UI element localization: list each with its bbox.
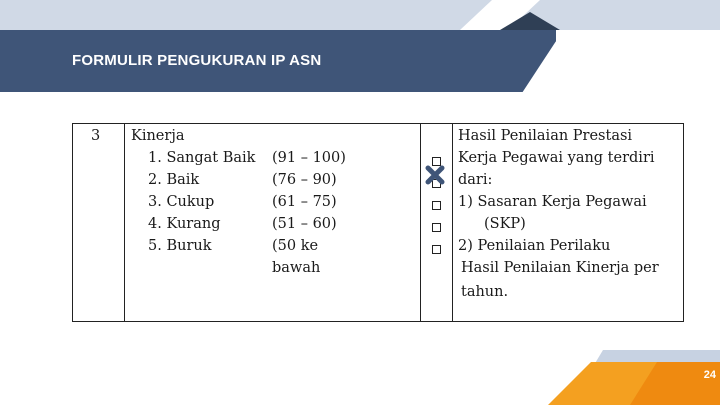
criteria-range: (51 – 60)	[272, 216, 337, 232]
option-checkbox[interactable]	[432, 245, 441, 254]
table-divider	[124, 124, 125, 321]
description-line: dari:	[458, 172, 493, 188]
table-divider	[452, 124, 453, 321]
criteria-range: (76 – 90)	[272, 172, 337, 188]
description-line: (SKP)	[484, 216, 526, 232]
criteria-range: (91 – 100)	[272, 150, 346, 166]
description-line: Hasil Penilaian Prestasi	[458, 128, 633, 144]
criteria-range-continuation: bawah	[272, 260, 321, 276]
description-line: tahun.	[461, 284, 509, 300]
criteria-label: 3. Cukup	[148, 194, 215, 210]
option-checkbox[interactable]	[432, 201, 441, 210]
description-line: 2) Penilaian Perilaku	[458, 238, 611, 254]
criteria-range: (61 – 75)	[272, 194, 337, 210]
row-number: 3	[91, 128, 101, 144]
option-checkbox[interactable]	[432, 223, 441, 232]
table-divider	[420, 124, 421, 321]
criteria-range: (50 ke	[272, 238, 319, 254]
selected-x-mark-icon	[424, 164, 446, 186]
criteria-label: 1. Sangat Baik	[148, 150, 256, 166]
criteria-label: 2. Baik	[148, 172, 200, 188]
criteria-label: 4. Kurang	[148, 216, 221, 232]
page-title: FORMULIR PENGUKURAN IP ASN	[72, 52, 322, 69]
top-decorative-band	[0, 0, 720, 30]
description-line: 1) Sasaran Kerja Pegawai	[458, 194, 647, 210]
criteria-label: 5. Buruk	[148, 238, 212, 254]
description-line: Hasil Penilaian Kinerja per	[461, 260, 659, 276]
page-number: 24	[703, 369, 716, 381]
description-line: Kerja Pegawai yang terdiri	[458, 150, 655, 166]
criteria-title: Kinerja	[131, 128, 185, 144]
